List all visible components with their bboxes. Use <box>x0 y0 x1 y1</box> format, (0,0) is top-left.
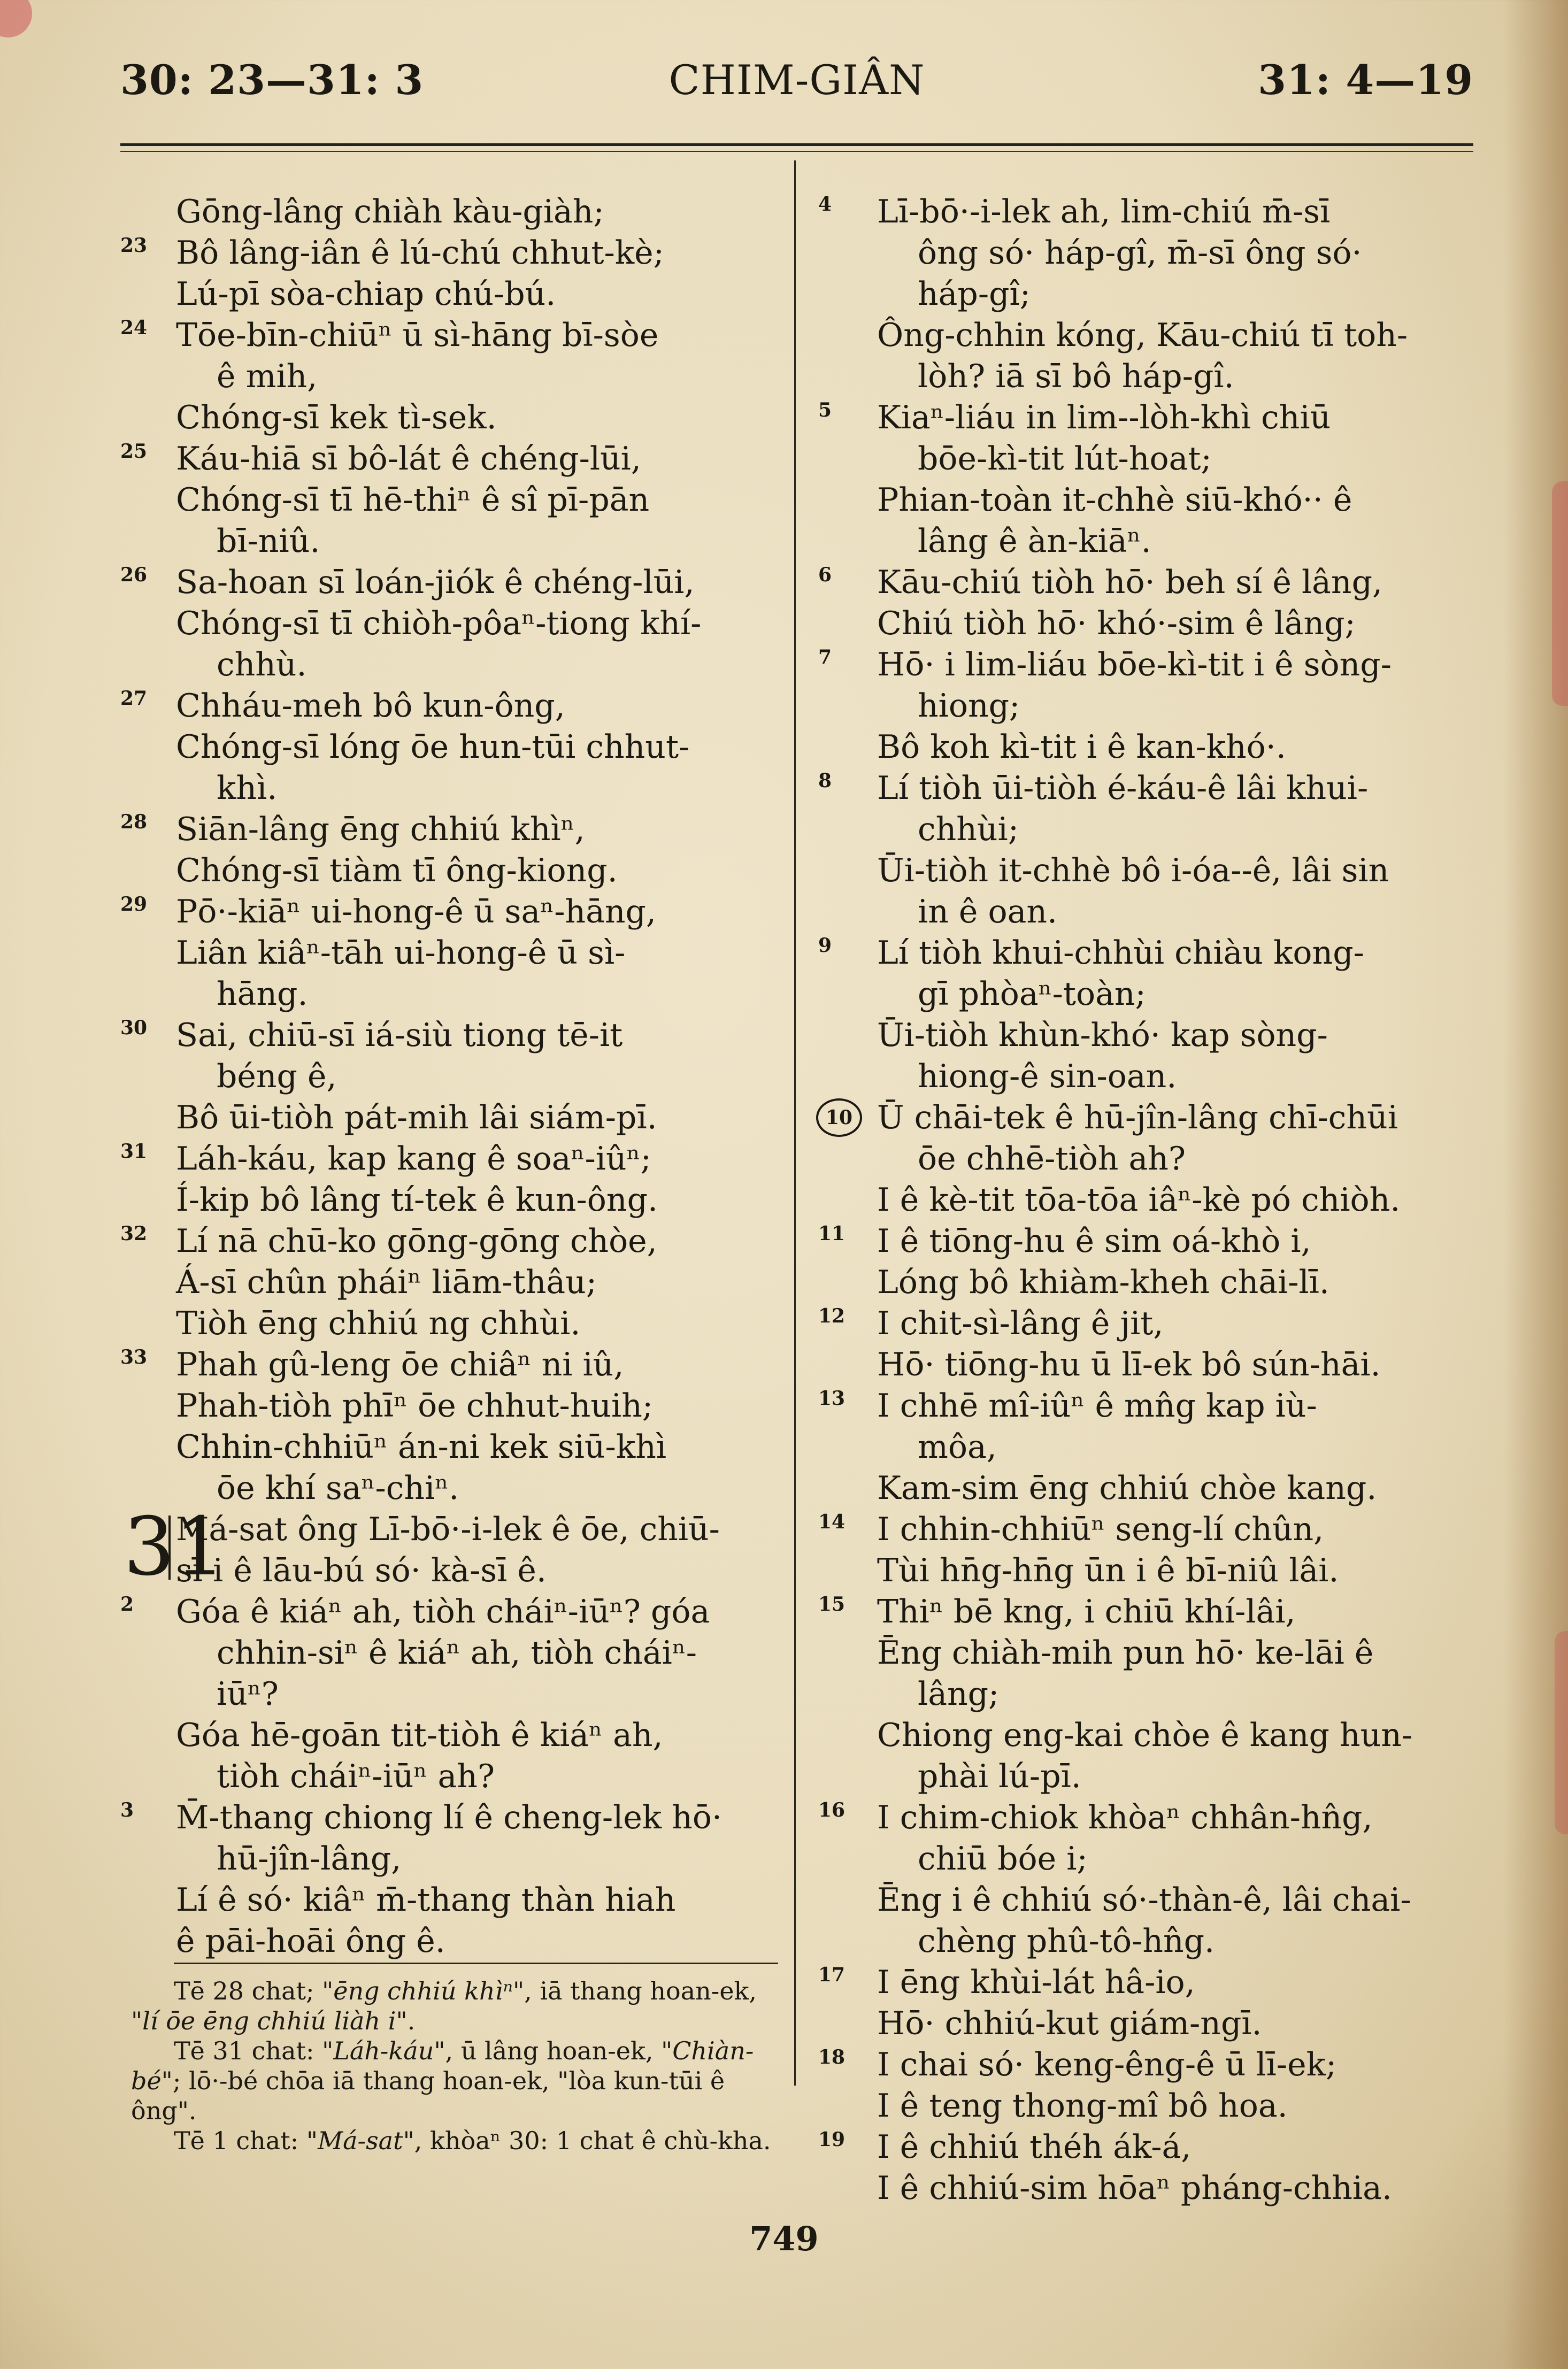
verse-line <box>818 397 1476 439</box>
verse-text: Tùi hn̄g-hn̄g ūn i ê bī-niû lâi. <box>877 1552 1339 1589</box>
verse-line <box>818 1591 1476 1633</box>
stain-right-upper <box>1552 481 1568 706</box>
verse-number: 12 <box>818 1305 846 1327</box>
verse-text: môa, <box>918 1428 997 1466</box>
verse-text: chhùi; <box>918 811 1019 848</box>
verse-line <box>120 1344 783 1386</box>
footnote-rule <box>174 1963 778 1964</box>
verse-line <box>818 1921 1476 1962</box>
verse-text: Lí tiòh khui-chhùi chiàu kong- <box>877 934 1364 972</box>
verse-text: Tōe-bīn-chiūⁿ ū sì-hāng bī-sòe <box>176 317 659 354</box>
circled-verse-number: 10 <box>816 1098 862 1137</box>
verse-number: 29 <box>120 893 148 916</box>
verse-text: I ê chhiú-sim hōaⁿ pháng-chhia. <box>877 2170 1392 2207</box>
verse-text: in ê oan. <box>918 893 1058 930</box>
footnote-italic2: "Chiàn-bé" <box>131 2036 754 2095</box>
verse-text: Chhin-chhiūⁿ án-ni kek siū-khì <box>176 1428 667 1466</box>
verse-line <box>120 562 783 603</box>
verse-line <box>818 1344 1476 1386</box>
verse-line <box>818 1386 1476 1427</box>
page-header <box>120 56 1473 110</box>
verse-number: 7 <box>818 646 832 668</box>
verse-line <box>818 850 1476 891</box>
stain-top-left <box>0 0 32 37</box>
verse-line <box>818 1221 1476 1262</box>
verse-line <box>120 356 783 397</box>
verse-number: 8 <box>818 770 832 792</box>
verse-line <box>120 274 783 315</box>
verse-number: 23 <box>120 234 148 257</box>
verse-line <box>120 1221 783 1262</box>
verse-number: 11 <box>818 1222 846 1245</box>
verse-number: 27 <box>120 687 148 710</box>
verse-number: 28 <box>120 811 148 833</box>
footnote-tail: , ū lâng hoan-ek, <box>445 2036 662 2065</box>
verse-line <box>818 1715 1476 1756</box>
verse-text: Ūi-tiòh khùn-khó· kap sòng- <box>877 1017 1328 1054</box>
header-right-reference: 31: 4—19 <box>1258 56 1473 104</box>
verse-line <box>818 480 1476 521</box>
verse-line <box>818 1015 1476 1056</box>
verse-text: háp-gî; <box>918 275 1031 313</box>
verse-line <box>818 1056 1476 1097</box>
verse-text: Phah-tiòh phīⁿ ōe chhut-huih; <box>176 1387 654 1425</box>
verse-line <box>120 686 783 727</box>
verse-text: Chóng-sī kek tì-sek. <box>176 399 497 436</box>
footnotes <box>131 1976 783 2156</box>
verse-text: Gōng-lâng chiàh kàu-giàh; <box>176 193 604 230</box>
verse-text: Ông-chhin kóng, Kāu-chiú tī toh- <box>877 317 1408 354</box>
verse-number: 32 <box>120 1222 148 1245</box>
verse-text: chiū bóe i; <box>918 1840 1088 1878</box>
page-number: 749 <box>749 2219 819 2258</box>
verse-number: 3 <box>120 1799 134 1821</box>
verse-text: Góa hē-goān tit-tiòh ê kiáⁿ ah, <box>176 1717 663 1754</box>
verse-number: 14 <box>818 1511 846 1533</box>
verse-line <box>120 1097 783 1139</box>
footnote-italic: "ēng chhiú khìⁿ" <box>322 1976 525 2005</box>
verse-line <box>120 233 783 274</box>
verse-line <box>120 521 783 562</box>
verse-number: 9 <box>818 934 832 957</box>
verse-number: 4 <box>818 193 832 216</box>
verse-text: Pō·-kiāⁿ ui-hong-ê ū saⁿ-hāng, <box>176 893 657 930</box>
verse-number: 2 <box>120 1593 134 1616</box>
footnote-italic: "Má-sat" <box>306 2126 414 2155</box>
verse-line <box>120 1674 783 1715</box>
verse-line <box>818 2086 1476 2127</box>
verse-line <box>818 1303 1476 1344</box>
verse-number: 30 <box>120 1017 148 1039</box>
verse-text: Lóng bô khiàm-kheh chāi-lī. <box>877 1264 1329 1301</box>
header-rule-thick <box>120 143 1473 146</box>
verse-line <box>818 644 1476 686</box>
footnote <box>131 2036 783 2126</box>
verse-line <box>120 1386 783 1427</box>
verse-line <box>120 850 783 891</box>
verse-line <box>120 1056 783 1097</box>
verse-line <box>120 1633 783 1674</box>
verse-text: hiong-ê sin-oan. <box>918 1058 1177 1095</box>
verse-text: ê pāi-hoāi ông ê. <box>176 1922 445 1960</box>
verse-line <box>120 1303 783 1344</box>
verse-line <box>818 2127 1476 2168</box>
verse-line <box>818 2168 1476 2209</box>
verse-text: Chóng-sī tī hē-thiⁿ ê sî pī-pān <box>176 481 650 519</box>
verse-text: I ê tiōng-hu ê sim oá-khò i, <box>877 1222 1311 1260</box>
verse-text: Phah gû-leng ōe chiâⁿ ni iû, <box>176 1346 624 1383</box>
footnote-italic: "Láh-káu" <box>322 2036 445 2065</box>
verse-line <box>818 603 1476 644</box>
footnote-lead: Tē 31 chat: <box>174 2036 322 2065</box>
verse-line <box>120 603 783 644</box>
verse-line <box>120 1262 783 1303</box>
verse-text: Bô koh kì-tit i ê kan-khó·. <box>877 728 1286 766</box>
verse-text: chhù. <box>217 646 307 683</box>
verse-line <box>818 1674 1476 1715</box>
verse-text: Chiú tiòh hō· khó·-sim ê lâng; <box>877 605 1356 642</box>
verse-line <box>120 1797 783 1839</box>
verse-line <box>120 1756 783 1797</box>
verse-line <box>818 315 1476 356</box>
verse-text: Lú-pī sòa-chiap chú-bú. <box>176 275 556 313</box>
verse-text: Lí nā chū-ko gōng-gōng chòe, <box>176 1222 657 1260</box>
verse-line <box>818 521 1476 562</box>
verse-line <box>120 397 783 439</box>
verse-text: Hō· chhiú-kut giám-ngī. <box>877 2005 1262 2042</box>
verse-line <box>818 809 1476 850</box>
verse-line <box>818 1427 1476 1468</box>
verse-text: Hō· i lim-liáu bōe-kì-tit i ê sòng- <box>877 646 1392 683</box>
verse-line <box>818 1097 1476 1139</box>
verse-text: iūⁿ? <box>217 1675 279 1713</box>
verse-text: Tiòh ēng chhiú ng chhùi. <box>176 1305 581 1342</box>
verse-line <box>120 1591 783 1633</box>
verse-line <box>120 768 783 809</box>
verse-text: I chhin-chhiūⁿ seng-lí chûn, <box>877 1511 1324 1548</box>
verse-text: I chhē mî-iûⁿ ê mn̂g kap iù- <box>877 1387 1317 1425</box>
verse-text: Bô ūi-tiòh pát-mih lâi siám-pī. <box>176 1099 657 1136</box>
footnote <box>131 1976 783 2036</box>
verse-line <box>818 1468 1476 1509</box>
verse-line <box>120 480 783 521</box>
verse-line <box>818 1962 1476 2003</box>
verse-line <box>818 274 1476 315</box>
verse-text: Káu-hiā sī bô-lát ê chéng-lūi, <box>176 440 641 478</box>
verse-text: Liân kiâⁿ-tāh ui-hong-ê ū sì- <box>176 934 626 972</box>
verse-text: khì. <box>217 770 278 807</box>
verse-line <box>120 1550 783 1591</box>
verse-line <box>818 233 1476 274</box>
verse-text: Thiⁿ bē kng, i chiū khí-lâi, <box>877 1593 1296 1630</box>
verse-text: Ūi-tiòh it-chhè bô i-óa--ê, lâi sin <box>877 852 1389 889</box>
verse-text: Phian-toàn it-chhè siū-khó·· ê <box>877 481 1352 519</box>
verse-text: hū-jîn-lâng, <box>217 1840 402 1878</box>
verse-number: 6 <box>818 564 832 586</box>
verse-line <box>818 356 1476 397</box>
verse-text: Bô lâng-iân ê lú-chú chhut-kè; <box>176 234 664 272</box>
verse-text: Chháu-meh bô kun-ông, <box>176 687 565 725</box>
verse-text: bōe-kì-tit lút-hoat; <box>918 440 1212 478</box>
verse-line <box>818 1262 1476 1303</box>
verse-text: béng ê, <box>217 1058 337 1095</box>
verse-text: Ēng i ê chhiú só·-thàn-ê, lâi chai- <box>877 1881 1411 1919</box>
chapter-number: 31 <box>124 1501 226 1594</box>
verse-text: Sai, chiū-sī iá-siù tiong tē-it <box>176 1017 623 1054</box>
verse-text: ōe khí saⁿ-chiⁿ. <box>217 1470 459 1507</box>
header-rule-thin <box>120 151 1473 152</box>
verse-line <box>818 768 1476 809</box>
verse-text: ê mih, <box>217 358 318 395</box>
left-column <box>120 191 783 1962</box>
verse-number: 31 <box>120 1140 148 1163</box>
verse-line <box>120 974 783 1015</box>
verse-text: I ê kè-tit tōa-tōa iâⁿ-kè pó chiòh. <box>877 1181 1401 1219</box>
verse-text: Hō· tiōng-hu ū lī-ek bô sún-hāi. <box>877 1346 1381 1383</box>
verse-number: 18 <box>818 2046 846 2068</box>
verse-line <box>120 1015 783 1056</box>
column-separator <box>794 160 796 2086</box>
verse-text: ōe chhē-tiòh ah? <box>918 1140 1186 1178</box>
verse-line <box>120 1715 783 1756</box>
footnote-lead: Tē 28 chat; <box>174 1976 322 2005</box>
verse-text: I ê chhiú théh ák-á, <box>877 2128 1192 2166</box>
verse-line <box>818 1550 1476 1591</box>
footnote <box>131 2126 783 2156</box>
verse-line <box>818 1797 1476 1839</box>
verse-line <box>120 1180 783 1221</box>
verse-line <box>120 1880 783 1921</box>
verse-text: Á-sī chûn pháiⁿ liām-thâu; <box>176 1264 597 1301</box>
verse-text: Kāu-chiú tiòh hō· beh sí ê lâng, <box>877 564 1383 601</box>
page-edge-shadow <box>1504 0 1568 2369</box>
verse-number: 24 <box>120 317 148 339</box>
verse-number: 26 <box>120 564 148 586</box>
verse-text: hāng. <box>217 975 308 1013</box>
footnote-italic2: "lí ōe ēng chhiú liàh i" <box>131 2006 408 2035</box>
verse-text: I chit-sì-lâng ê jit, <box>877 1305 1164 1342</box>
verse-text: Lī-bō·-i-lek ah, lim-chiú m̄-sī <box>877 193 1331 230</box>
verse-line <box>818 933 1476 974</box>
verse-text: Chiong eng-kai chòe ê kang hun- <box>877 1717 1413 1754</box>
verse-line <box>120 891 783 933</box>
verse-text: Kam-sim ēng chhiú chòe kang. <box>877 1470 1377 1507</box>
verse-line <box>120 1921 783 1962</box>
footnote-end: . <box>407 2006 416 2035</box>
verse-text: I chim-chiok khòaⁿ chhân-hn̂g, <box>877 1799 1373 1836</box>
verse-line <box>818 1839 1476 1880</box>
verse-text: Lí ê só· kiâⁿ m̄-thang thàn hiah <box>176 1881 676 1919</box>
verse-text: Kiaⁿ-liáu in lim--lòh-khì chiū <box>877 399 1331 436</box>
verse-text: Láh-káu, kap kang ê soaⁿ-iûⁿ; <box>176 1140 651 1178</box>
verse-text: Chóng-sī tiàm tī ông-kiong. <box>176 852 618 889</box>
verse-line <box>818 1880 1476 1921</box>
footnote-lead: Tē 1 chat: <box>174 2126 306 2155</box>
verse-number: 16 <box>818 1799 846 1821</box>
verse-text: chèng phû-tô-hn̂g. <box>918 1922 1215 1960</box>
stain-right-lower <box>1555 1631 1568 1834</box>
verse-line <box>120 1427 783 1468</box>
verse-line <box>120 315 783 356</box>
verse-text: Chóng-sī lóng ōe hun-tūi chhut- <box>176 728 690 766</box>
verse-text: lòh? iā sī bô háp-gî. <box>918 358 1234 395</box>
verse-line <box>818 891 1476 933</box>
verse-line <box>120 1839 783 1880</box>
verse-text: chhin-siⁿ ê kiáⁿ ah, tiòh cháiⁿ- <box>217 1634 697 1672</box>
verse-line <box>818 1180 1476 1221</box>
verse-line <box>120 644 783 686</box>
verse-text: I chai só· keng-êng-ê ū lī-ek; <box>877 2046 1337 2083</box>
header-left-reference: 30: 23—31: 3 <box>120 56 424 104</box>
verse-line <box>818 727 1476 768</box>
verse-line <box>120 809 783 850</box>
verse-text: ông só· háp-gî, m̄-sī ông só· <box>918 234 1362 272</box>
verse-text: bī-niû. <box>217 522 320 560</box>
verse-line <box>818 1756 1476 1797</box>
verse-text: Chóng-sī tī chiòh-pôaⁿ-tiong khí- <box>176 605 702 642</box>
verse-number: 17 <box>818 1964 846 1986</box>
verse-number: 33 <box>120 1346 148 1368</box>
verse-number: 5 <box>818 399 832 421</box>
verse-line <box>818 974 1476 1015</box>
verse-text: Ū chāi-tek ê hū-jîn-lâng chī-chūi <box>877 1099 1398 1136</box>
verse-number: 25 <box>120 440 148 463</box>
verse-line <box>818 2044 1476 2086</box>
header-book-title: CHIM-GIÂN <box>668 56 925 104</box>
verse-text: Lí tiòh ūi-tiòh é-káu-ê lâi khui- <box>877 770 1369 807</box>
verse-line <box>120 191 783 233</box>
verse-text: I ê teng thong-mî bô hoa. <box>877 2087 1288 2125</box>
footnote-end: ; lō·-bé chōa iā thang hoan-ek, "lòa kun-tūi ê ông". <box>131 2066 725 2125</box>
verse-text: Siān-lâng ēng chhiú khìⁿ, <box>176 811 585 848</box>
verse-text: gī phòaⁿ-toàn; <box>918 975 1146 1013</box>
verse-line <box>120 933 783 974</box>
verse-line <box>120 439 783 480</box>
verse-line <box>818 191 1476 233</box>
verse-text: tiòh cháiⁿ-iūⁿ ah? <box>217 1758 495 1795</box>
verse-text: lâng; <box>918 1675 1000 1713</box>
verse-text: phài lú-pī. <box>918 1758 1081 1795</box>
verse-text: Ēng chiàh-mih pun hō· ke-lāi ê <box>877 1634 1374 1672</box>
verse-text: Í-kip bô lâng tí-tek ê kun-ông. <box>176 1181 658 1219</box>
verse-line <box>818 1509 1476 1550</box>
verse-line <box>120 727 783 768</box>
verse-line <box>818 2003 1476 2044</box>
verse-text: Sa-hoan sī loán-jiók ê chéng-lūi, <box>176 564 695 601</box>
verse-text: M̄-thang chiong lí ê cheng-lek hō· <box>176 1799 722 1836</box>
verse-number: 15 <box>818 1593 846 1616</box>
verse-text: Góa ê kiáⁿ ah, tiòh cháiⁿ-iūⁿ? góa <box>176 1593 710 1630</box>
verse-text: I ēng khùi-lát hâ-io, <box>877 1964 1195 2001</box>
verse-text: Má-sat ông Lī-bō·-i-lek ê ōe, chiū- <box>176 1511 720 1548</box>
verse-number: 19 <box>818 2128 846 2151</box>
verse-line <box>818 686 1476 727</box>
verse-text: hiong; <box>918 687 1020 725</box>
verse-text: lâng ê àn-kiāⁿ. <box>918 522 1151 560</box>
verse-line <box>120 1139 783 1180</box>
verse-text: sī i ê lāu-bú só· kà-sī ê. <box>176 1552 547 1589</box>
verse-number: 13 <box>818 1387 846 1410</box>
verse-line <box>818 1633 1476 1674</box>
footnote-tail: , khòaⁿ 30: 1 chat ê chù-kha. <box>414 2126 771 2155</box>
verse-line <box>818 562 1476 603</box>
right-column <box>818 191 1476 2209</box>
footnote-tail: , iā thang hoan-ek, <box>524 1976 757 2005</box>
verse-line <box>818 1139 1476 1180</box>
verse-line <box>818 439 1476 480</box>
